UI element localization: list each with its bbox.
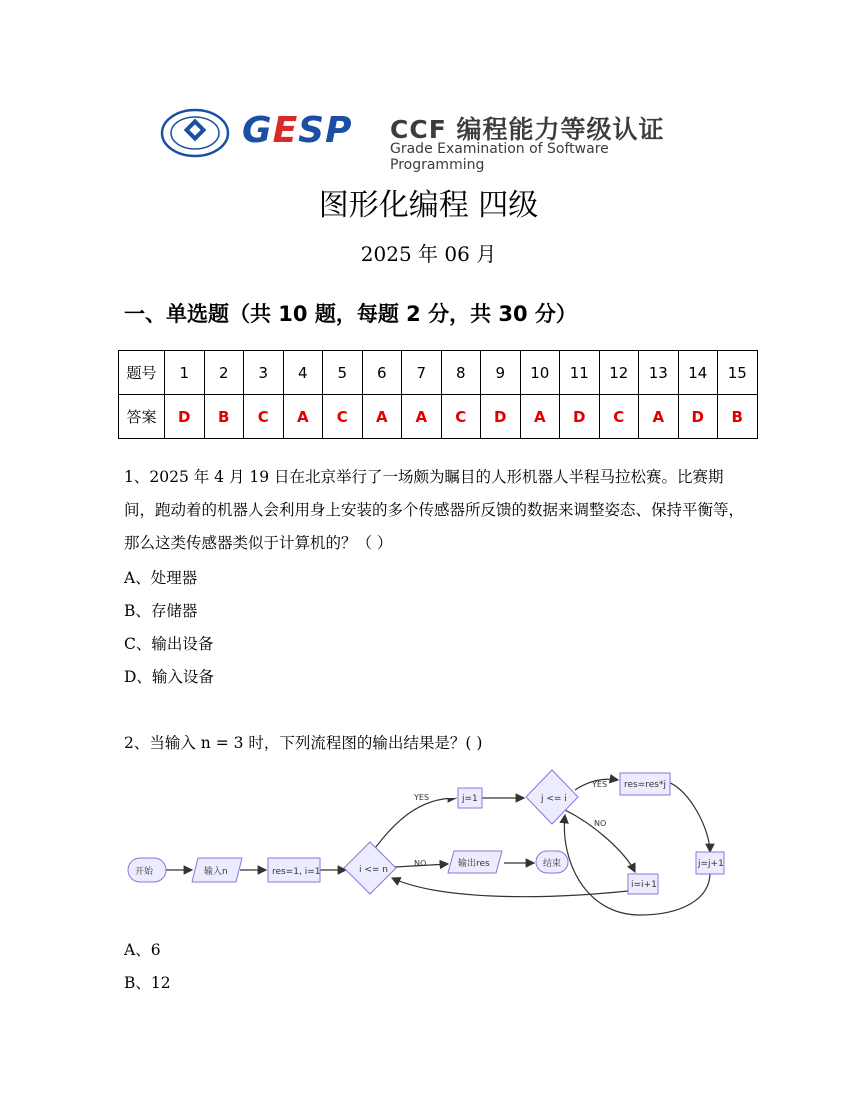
flow-node-cond-j: j <= i [541,794,567,804]
flow-node-init: res=1, i=1 [272,867,321,877]
table-cell-answer: C [323,395,363,439]
flow-node-end: 结束 [543,859,562,869]
flow-node-inc-i: i=i+1 [631,880,657,890]
table-cell-number: 14 [678,351,718,395]
table-cell-answer: A [520,395,560,439]
table-cell-number: 4 [283,351,323,395]
page-header [160,108,700,173]
table-cell-number: 11 [560,351,600,395]
table-cell-answer: C [599,395,639,439]
q2-option-b: B、12 [124,974,171,992]
table-cell-number: 12 [599,351,639,395]
table-cell-number: 6 [362,351,402,395]
section-heading: 一、单选题（共 10 题，每题 2 分，共 30 分） [124,302,577,326]
exam-title: 图形化编程 四级 [318,188,539,223]
question-1-text: 1、2025 年 4 月 19 日在北京举行了一场颇为瞩目的人形机器人半程马拉松赛。比赛期间，跑动着的机器人会利用身上安装的多个传感器所反馈的数据来调整姿态、保持平衡等，那么这类传感器类似于计算机的？（ ） [124,468,745,552]
flow-label-yes-2: YES [592,780,608,789]
table-cell-number: 8 [441,351,481,395]
flow-node-input: 输入n [204,867,228,877]
flow-node-mult: res=res*j [624,780,666,790]
ccf-subtitle: Grade Examination of Software Programming [390,141,609,173]
table-cell-number: 5 [323,351,363,395]
table-cell-number: 1 [165,351,205,395]
ccf-seal-logo [160,108,230,158]
flow-label-no-1: NO [414,859,427,868]
table-cell-answer: A [362,395,402,439]
flow-node-cond-i: i <= n [359,865,389,875]
flow-node-output: 输出res [458,859,490,869]
table-cell-answer: A [283,395,323,439]
flow-label-yes-1: YES [414,793,430,802]
table-cell-number: 15 [718,351,758,395]
flow-node-start: 开始 [135,867,154,877]
table-cell-number: 9 [481,351,521,395]
table-cell-number: 2 [204,351,244,395]
q2-option-a: A、6 [124,941,161,959]
ccf-title: CCF 编程能力等级认证 [390,115,665,144]
table-cell-answer: D [481,395,521,439]
table-cell-answer: D [560,395,600,439]
q1-option-c: C、输出设备 [124,635,214,653]
table-cell-answer: B [204,395,244,439]
answer-table [118,350,758,439]
table-cell-answer: B [718,395,758,439]
row-label-number: 题号 [119,351,165,395]
flowchart [120,760,740,925]
exam-date: 2025 年 06 月 [360,242,497,266]
q1-option-d: D、输入设备 [124,668,214,686]
question-2-text: 2、当输入 n = 3 时，下列流程图的输出结果是？( ) [124,734,483,752]
table-row-numbers [119,351,758,395]
table-cell-answer: A [402,395,442,439]
table-cell-answer: D [678,395,718,439]
q1-option-b: B、存储器 [124,602,198,620]
gesp-logo: GESP [242,110,353,151]
flow-label-no-2: NO [594,819,607,828]
q1-option-a: A、处理器 [124,569,198,587]
table-cell-answer: D [165,395,205,439]
table-row-answers [119,395,758,439]
table-cell-number: 13 [639,351,679,395]
table-cell-answer: C [441,395,481,439]
flow-node-inc-j: j=j+1 [698,859,724,869]
table-cell-number: 7 [402,351,442,395]
table-cell-number: 3 [244,351,284,395]
table-cell-number: 10 [520,351,560,395]
row-label-answer: 答案 [119,395,165,439]
table-cell-answer: A [639,395,679,439]
table-cell-answer: C [244,395,284,439]
flow-node-j-init: j=1 [462,794,478,804]
